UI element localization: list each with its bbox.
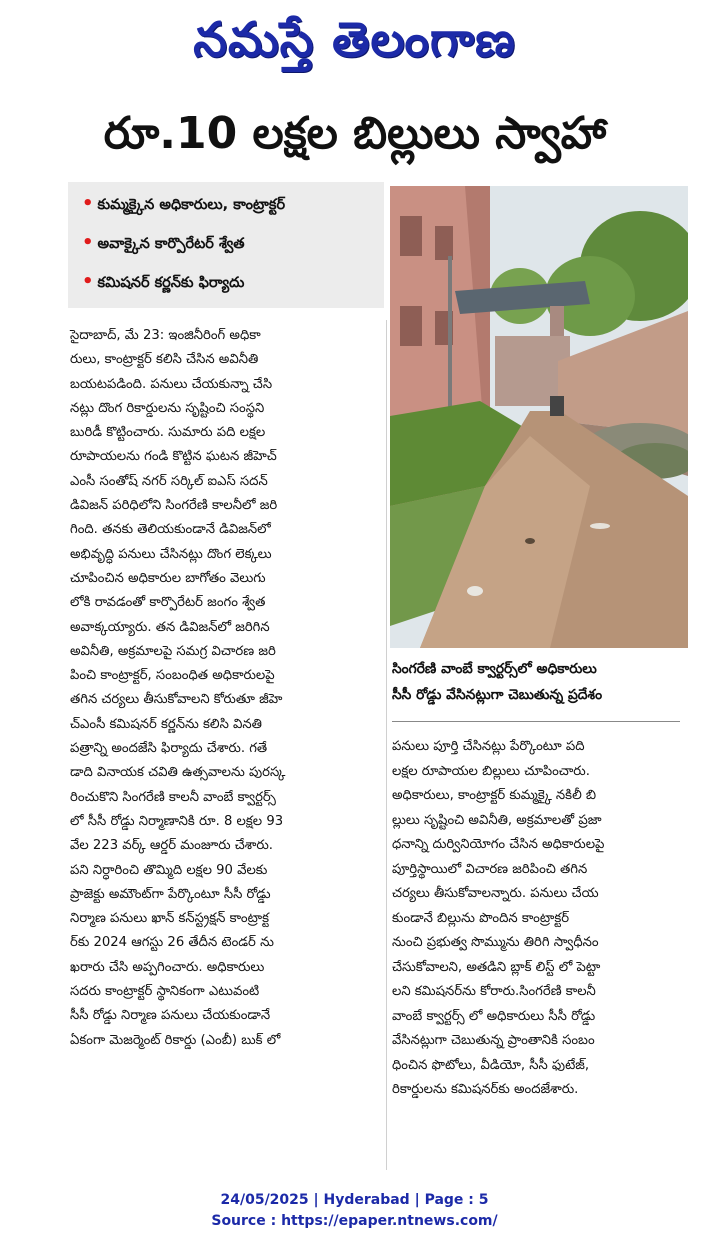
summary-bullet (82, 194, 285, 215)
column-divider (386, 320, 387, 1170)
caption-divider (392, 721, 680, 722)
article-body-right-column: పనులు పూర్తి చేసినట్లు పేర్కొంటూ పది లక్షల రూపాయల బిల్లులు చూపించారు. అధికారులు, కాంట్రాక్టర్ కుమ్మక్కై నకిలీ బి ల్లులు సృష్టించి అవినీతి, అక్రమాలతో ప్రజా ధనాన్ని దుర్వినియోగం చేసిన అధికారులపై పూర్తిస్థాయిలో విచారణ జరిపించి తగిన చర్యలు తీసుకోవాలన్నారు. పనులు చేయ కుండానే బిల్లును పొందిన కాంట్రాక్టర్ నుంచి ప్రభుత్వ సొమ్మును తిరిగి స్వాధీనం చేసుకోవాలని, అతడిని బ్లాక్ లిస్ట్ లో పెట్టా లని కమిషనర్‌ను కోరారు.సింగరేణి కాలనీ వాంబే క్వార్టర్స్ లో అధికారులు సీసీ రోడ్డు వేసినట్లుగా చెబుతున్న ప్రాంతానికి సంబం ధించిన ఫొటోలు, వీడియో, సీసీ ఫుటేజ్, రికార్డులను కమిషనర్‌కు అందజేశారు. (392, 739, 605, 1097)
article-body-left-column: సైదాబాద్, మే 23: ఇంజినీరింగ్ అధికా రులు, కాంట్రాక్టర్ కలిసి చేసిన అవినీతి బయటపడింది. పనులు చేయకున్నా చేసి నట్లు దొంగ రికార్డులను సృష్టించి సంస్థని బురిడీ కొట్టించారు. సుమారు పది లక్షల రూపాయలను గండి కొట్టిన ఘటన జీహెచ్ ఎంసీ సంతోష్ నగర్ సర్కిల్ ఐఎస్ సదన్ డివిజన్ పరిధిలోని సింగరేణి కాలనీలో జరి గింది. తనకు తెలియకుండానే డివిజన్‌లో అభివృద్ధి పనులు చేసినట్లు దొంగ లెక్కలు చూపించిన అధికారుల బాగోతం వెలుగు లోకి రావడంతో కార్పొరేటర్ జంగం శ్వేత అవాక్కయ్యారు. తన డివిజన్‌లో జరిగిన అవినీతి, అక్రమాలపై సమగ్ర విచారణ జరి పించి కాంట్రాక్టర్, సంబంధిత అధికారులపై తగిన చర్యలు తీసుకోవాలని కోరుతూ జీహె చ్ఎంసీ కమిషనర్ కర్ణన్‌ను కలిసి వినతి పత్రాన్ని అందజేసి ఫిర్యాదు చేశారు. గతే డాది వినాయక చవితి ఉత్సవాలను పురస్క రించుకొని సింగరేణి కాలనీ వాంబే క్వార్టర్స్ లో సీసీ రోడ్డు నిర్మాణానికి రూ. 8 లక్షల 93 వేల 223 వర్క్ ఆర్డర్ మంజూరు చేశారు. పని నిర్ధారించి తొమ్మిది లక్షల 90 వేలకు ప్రాజెక్టు అమౌంట్‌గా పేర్కొంటూ సీసీ రోడ్డు నిర్మాణ పనులు ఖాన్ కన్‌స్ట్రక్షన్ కాంట్రాక్ట ర్‌కు 2024 ఆగస్టు 26 తేదీన టెండర్ ను ఖరారు చేసి అప్పగించారు. అధికారులు సదరు కాంట్రాక్టర్ స్థానికంగా ఎటువంటి సీసీ రోడ్డు నిర్మాణ పనులు చేయకుండానే ఏకంగా మెజర్మెంట్ రికార్డు (ఎంబీ) బుక్ లో (70, 328, 286, 1048)
bullet-dot-icon: • (82, 271, 94, 292)
page-footer (0, 1190, 709, 1232)
summary-bullet-text: కుమ్మక్కైన అధికారులు, కాంట్రాక్టర్ (97, 197, 286, 213)
summary-bullets-box (68, 182, 384, 308)
bullet-dot-icon: • (82, 193, 94, 214)
newspaper-masthead: నమస్తే తెలంగాణ (193, 12, 516, 68)
article-photo (390, 186, 688, 648)
summary-bullet (82, 233, 245, 254)
bullet-dot-icon: • (82, 232, 94, 253)
photo-caption: సింగరేణి వాంబే క్వార్టర్స్‌లో అధికారులు సీసీ రోడ్డు వేసినట్లుగా చెబుతున్న ప్రదేశం (392, 661, 603, 703)
footer-source: Source : https://epaper.ntnews.com/ (211, 1213, 498, 1229)
summary-bullet-text: అవాక్కైన కార్పొరేటర్ శ్వేత (97, 236, 245, 252)
summary-bullet-text: కమిషనర్ కర్ణన్‌కు ఫిర్యాదు (97, 275, 245, 291)
article-headline: రూ.10 లక్షల బిల్లులు స్వాహా (103, 108, 607, 159)
summary-bullet (82, 272, 244, 293)
footer-date-edition: 24/05/2025 | Hyderabad | Page : 5 (220, 1192, 489, 1208)
